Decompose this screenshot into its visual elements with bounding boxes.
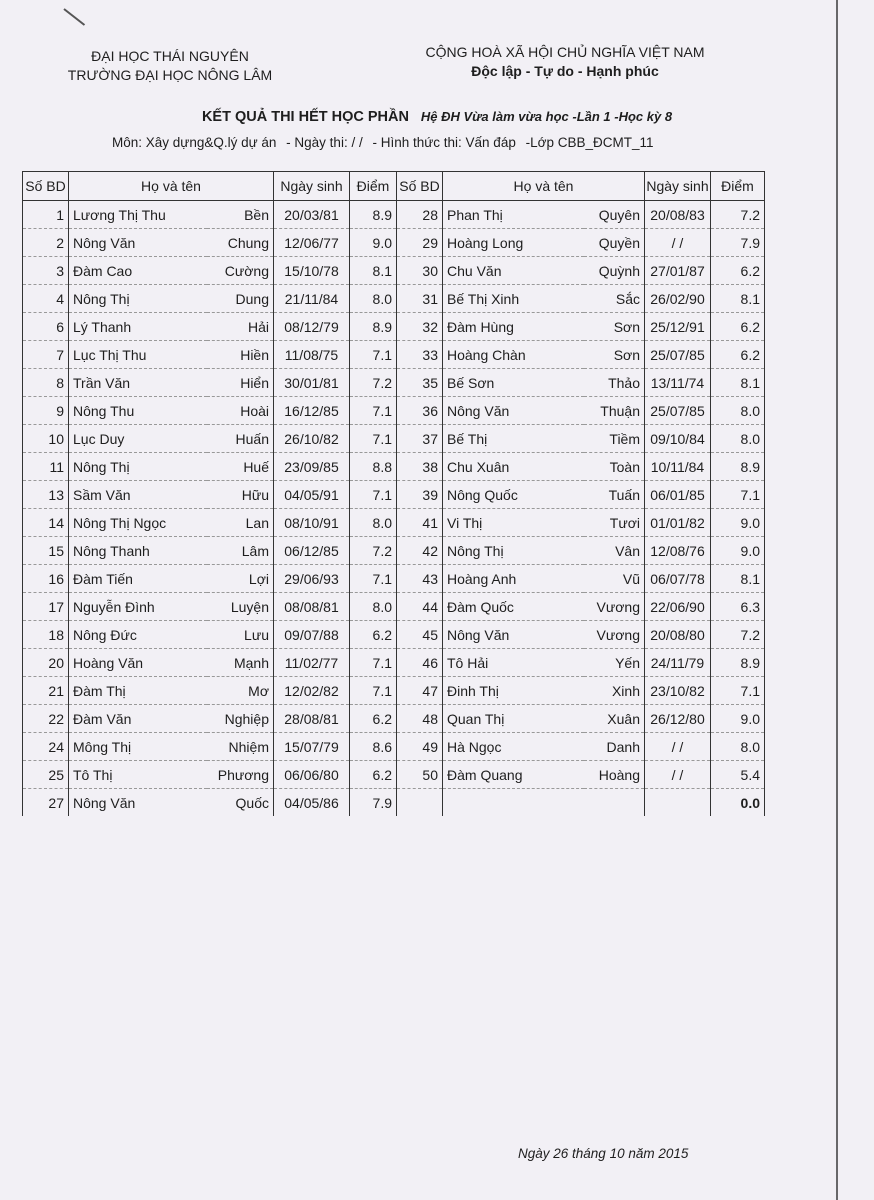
student-score: 8.1 [711, 285, 765, 313]
student-surname: Đàm Thị [69, 677, 207, 705]
student-number: 16 [23, 565, 69, 593]
student-surname: Nông Văn [443, 397, 584, 425]
table-row [23, 565, 765, 593]
student-given-name: Dung [207, 285, 274, 313]
header-right [400, 43, 730, 81]
student-score: 9.0 [711, 537, 765, 565]
student-surname: Tô Hải [443, 649, 584, 677]
student-surname: Hoàng Văn [69, 649, 207, 677]
student-dob: 25/07/85 [645, 341, 711, 369]
table-row [23, 341, 765, 369]
document-title [0, 108, 874, 125]
student-number: 15 [23, 537, 69, 565]
student-given-name: Nhiệm [207, 733, 274, 761]
student-given-name: Vân [584, 537, 645, 565]
table-row [23, 789, 765, 817]
student-dob: 06/01/85 [645, 481, 711, 509]
header-so-bd: Số BD [23, 172, 69, 201]
table-row [23, 425, 765, 453]
header-ngay-sinh: Ngày sinh [274, 172, 350, 201]
student-surname: Trần Văn [69, 369, 207, 397]
student-given-name: Sắc [584, 285, 645, 313]
student-surname: Nông Đức [69, 621, 207, 649]
student-surname [443, 789, 584, 817]
student-dob: 23/09/85 [274, 453, 350, 481]
student-number: 42 [397, 537, 443, 565]
student-score: 8.0 [350, 509, 397, 537]
student-score: 8.0 [711, 425, 765, 453]
student-dob: 09/10/84 [645, 425, 711, 453]
student-given-name: Mạnh [207, 649, 274, 677]
student-score: 6.3 [711, 593, 765, 621]
student-given-name [584, 789, 645, 817]
student-dob: 15/10/78 [274, 257, 350, 285]
student-given-name: Luyện [207, 593, 274, 621]
student-given-name: Hiển [207, 369, 274, 397]
student-surname: Phan Thị [443, 201, 584, 229]
student-number: 35 [397, 369, 443, 397]
student-score: 8.0 [711, 733, 765, 761]
student-score: 0.0 [711, 789, 765, 817]
student-dob: 12/06/77 [274, 229, 350, 257]
student-number: 33 [397, 341, 443, 369]
student-surname: Bế Thị Xinh [443, 285, 584, 313]
student-dob: 13/11/74 [645, 369, 711, 397]
student-surname: Chu Xuân [443, 453, 584, 481]
student-score: 7.1 [350, 397, 397, 425]
motto: Độc lập - Tự do - Hạnh phúc [471, 63, 659, 79]
student-score: 7.9 [711, 229, 765, 257]
student-given-name: Toàn [584, 453, 645, 481]
student-given-name: Thuận [584, 397, 645, 425]
student-score: 7.2 [711, 621, 765, 649]
student-score: 9.0 [711, 509, 765, 537]
student-dob: 09/07/88 [274, 621, 350, 649]
student-given-name: Huấn [207, 425, 274, 453]
student-number: 1 [23, 201, 69, 229]
header-ho-ten: Họ và tên [443, 172, 645, 201]
student-score: 8.0 [350, 285, 397, 313]
student-score: 7.1 [350, 341, 397, 369]
title-detail: Hệ ĐH Vừa làm vừa học -Lần 1 -Học kỳ 8 [420, 109, 673, 124]
table-row [23, 453, 765, 481]
student-dob: 22/06/90 [645, 593, 711, 621]
student-dob: 08/08/81 [274, 593, 350, 621]
table-row [23, 705, 765, 733]
student-number: 43 [397, 565, 443, 593]
student-dob: 11/08/75 [274, 341, 350, 369]
student-dob: 06/12/85 [274, 537, 350, 565]
student-score: 8.1 [711, 565, 765, 593]
student-number: 44 [397, 593, 443, 621]
student-number: 4 [23, 285, 69, 313]
table-row [23, 257, 765, 285]
student-given-name: Mơ [207, 677, 274, 705]
student-score: 7.2 [350, 537, 397, 565]
student-number: 39 [397, 481, 443, 509]
student-given-name: Hữu [207, 481, 274, 509]
subject: Môn: Xây dựng&Q.lý dự án [112, 135, 277, 150]
student-number: 24 [23, 733, 69, 761]
student-score: 7.1 [711, 481, 765, 509]
student-dob: 04/05/91 [274, 481, 350, 509]
student-given-name: Lan [207, 509, 274, 537]
student-number: 32 [397, 313, 443, 341]
student-number: 13 [23, 481, 69, 509]
student-surname: Mông Thị [69, 733, 207, 761]
student-score: 8.9 [350, 313, 397, 341]
student-given-name: Sơn [584, 313, 645, 341]
exam-form: - Hình thức thi: Vấn đáp [372, 135, 516, 150]
student-surname: Đàm Quốc [443, 593, 584, 621]
student-number: 31 [397, 285, 443, 313]
student-given-name: Quyên [584, 201, 645, 229]
student-given-name: Cường [207, 257, 274, 285]
student-score: 7.1 [350, 649, 397, 677]
class-name: -Lớp CBB_ĐCMT_11 [525, 135, 654, 150]
student-given-name: Vương [584, 621, 645, 649]
student-number: 27 [23, 789, 69, 817]
student-surname: Hoàng Long [443, 229, 584, 257]
student-number: 50 [397, 761, 443, 789]
country-name: CỘNG HOÀ XÃ HỘI CHỦ NGHĨA VIỆT NAM [425, 44, 705, 60]
student-given-name: Quyền [584, 229, 645, 257]
header-diem: Điểm [711, 172, 765, 201]
student-surname: Nông Văn [69, 229, 207, 257]
student-number: 30 [397, 257, 443, 285]
header-ho-ten: Họ và tên [69, 172, 274, 201]
pencil-mark [63, 8, 85, 26]
student-score: 7.1 [350, 425, 397, 453]
student-number: 20 [23, 649, 69, 677]
signing-date: Ngày 26 tháng 10 năm 2015 [518, 1146, 689, 1161]
student-number [397, 789, 443, 817]
student-score: 6.2 [350, 621, 397, 649]
student-dob: 25/07/85 [645, 397, 711, 425]
student-dob: 26/02/90 [645, 285, 711, 313]
student-given-name: Huế [207, 453, 274, 481]
student-given-name: Hiền [207, 341, 274, 369]
student-given-name: Quốc [207, 789, 274, 817]
student-given-name: Quỳnh [584, 257, 645, 285]
student-dob: 15/07/79 [274, 733, 350, 761]
student-number: 10 [23, 425, 69, 453]
student-score: 8.0 [350, 593, 397, 621]
student-dob: 20/03/81 [274, 201, 350, 229]
student-score: 6.2 [711, 313, 765, 341]
student-surname: Tô Thị [69, 761, 207, 789]
student-score: 7.1 [350, 481, 397, 509]
student-given-name: Vũ [584, 565, 645, 593]
grades-table [22, 171, 765, 816]
student-score: 7.9 [350, 789, 397, 817]
table-row [23, 229, 765, 257]
student-number: 41 [397, 509, 443, 537]
student-dob: 20/08/83 [645, 201, 711, 229]
student-surname: Sầm Văn [69, 481, 207, 509]
student-surname: Đàm Văn [69, 705, 207, 733]
student-surname: Hoàng Chàn [443, 341, 584, 369]
student-given-name: Hoài [207, 397, 274, 425]
student-surname: Đàm Hùng [443, 313, 584, 341]
student-surname: Nông Văn [69, 789, 207, 817]
student-given-name: Lợi [207, 565, 274, 593]
student-number: 25 [23, 761, 69, 789]
student-given-name: Xinh [584, 677, 645, 705]
student-number: 2 [23, 229, 69, 257]
grades-body [23, 201, 765, 817]
student-surname: Quan Thị [443, 705, 584, 733]
student-surname: Vi Thị [443, 509, 584, 537]
student-number: 29 [397, 229, 443, 257]
student-score: 7.2 [711, 201, 765, 229]
student-score: 8.9 [711, 649, 765, 677]
student-dob: / / [645, 229, 711, 257]
student-surname: Nông Thị [69, 285, 207, 313]
student-given-name: Vương [584, 593, 645, 621]
student-number: 48 [397, 705, 443, 733]
subtitle-line [112, 135, 660, 150]
student-score: 7.1 [350, 565, 397, 593]
student-given-name: Danh [584, 733, 645, 761]
student-dob: 12/02/82 [274, 677, 350, 705]
table-row [23, 761, 765, 789]
student-number: 17 [23, 593, 69, 621]
table-row [23, 733, 765, 761]
student-dob: 08/12/79 [274, 313, 350, 341]
school-name: TRƯỜNG ĐẠI HỌC NÔNG LÂM [67, 67, 273, 83]
student-number: 8 [23, 369, 69, 397]
student-dob: 23/10/82 [645, 677, 711, 705]
title-main: KẾT QUẢ THI HẾT HỌC PHẦN [201, 109, 409, 125]
student-dob: 08/10/91 [274, 509, 350, 537]
student-surname: Nông Quốc [443, 481, 584, 509]
student-dob: 20/08/80 [645, 621, 711, 649]
student-score: 8.9 [350, 201, 397, 229]
student-score: 9.0 [350, 229, 397, 257]
student-number: 22 [23, 705, 69, 733]
student-number: 7 [23, 341, 69, 369]
table-row [23, 285, 765, 313]
table-row [23, 201, 765, 229]
student-surname: Đàm Cao [69, 257, 207, 285]
table-header-row [23, 172, 765, 201]
student-given-name: Nghiệp [207, 705, 274, 733]
student-dob: 10/11/84 [645, 453, 711, 481]
student-surname: Đinh Thị [443, 677, 584, 705]
student-number: 38 [397, 453, 443, 481]
student-score: 7.1 [350, 677, 397, 705]
student-dob: / / [645, 733, 711, 761]
student-number: 46 [397, 649, 443, 677]
student-given-name: Tươi [584, 509, 645, 537]
student-given-name: Hoàng [584, 761, 645, 789]
student-dob: 12/08/76 [645, 537, 711, 565]
student-score: 7.1 [711, 677, 765, 705]
student-dob: 04/05/86 [274, 789, 350, 817]
table-row [23, 649, 765, 677]
student-dob: 27/01/87 [645, 257, 711, 285]
student-dob: 30/01/81 [274, 369, 350, 397]
university-name: ĐẠI HỌC THÁI NGUYÊN [91, 48, 249, 64]
student-dob: 11/02/77 [274, 649, 350, 677]
student-surname: Nông Thị [69, 453, 207, 481]
page-edge-line [836, 0, 838, 1200]
student-surname: Nông Thị Ngọc [69, 509, 207, 537]
student-number: 36 [397, 397, 443, 425]
student-surname: Hoàng Anh [443, 565, 584, 593]
student-dob: 01/01/82 [645, 509, 711, 537]
student-dob [645, 789, 711, 817]
student-dob: 06/07/78 [645, 565, 711, 593]
table-row [23, 593, 765, 621]
student-surname: Lục Duy [69, 425, 207, 453]
student-surname: Nông Thị [443, 537, 584, 565]
student-number: 37 [397, 425, 443, 453]
student-given-name: Sơn [584, 341, 645, 369]
student-number: 9 [23, 397, 69, 425]
table-row [23, 677, 765, 705]
student-given-name: Bền [207, 201, 274, 229]
student-score: 6.2 [350, 761, 397, 789]
student-dob: / / [645, 761, 711, 789]
exam-date: - Ngày thi: / / [286, 135, 363, 150]
student-given-name: Hải [207, 313, 274, 341]
student-given-name: Thảo [584, 369, 645, 397]
student-score: 9.0 [711, 705, 765, 733]
student-surname: Nông Thanh [69, 537, 207, 565]
table-row [23, 369, 765, 397]
header-diem: Điểm [350, 172, 397, 201]
student-score: 6.2 [711, 341, 765, 369]
student-number: 47 [397, 677, 443, 705]
student-given-name: Phương [207, 761, 274, 789]
student-given-name: Chung [207, 229, 274, 257]
student-number: 14 [23, 509, 69, 537]
header-so-bd: Số BD [397, 172, 443, 201]
student-given-name: Lưu [207, 621, 274, 649]
student-given-name: Yến [584, 649, 645, 677]
table-row [23, 509, 765, 537]
student-number: 3 [23, 257, 69, 285]
student-surname: Bế Sơn [443, 369, 584, 397]
student-score: 8.9 [711, 453, 765, 481]
student-number: 18 [23, 621, 69, 649]
table-row [23, 621, 765, 649]
student-surname: Lý Thanh [69, 313, 207, 341]
table-row [23, 537, 765, 565]
student-given-name: Tuấn [584, 481, 645, 509]
student-score: 6.2 [711, 257, 765, 285]
student-surname: Đàm Quang [443, 761, 584, 789]
student-given-name: Tiềm [584, 425, 645, 453]
student-number: 49 [397, 733, 443, 761]
student-given-name: Xuân [584, 705, 645, 733]
student-surname: Lục Thị Thu [69, 341, 207, 369]
student-score: 8.1 [711, 369, 765, 397]
student-surname: Nguyễn Đình [69, 593, 207, 621]
student-dob: 21/11/84 [274, 285, 350, 313]
table-row [23, 313, 765, 341]
student-score: 8.8 [350, 453, 397, 481]
student-score: 8.0 [711, 397, 765, 425]
student-dob: 26/10/82 [274, 425, 350, 453]
student-score: 7.2 [350, 369, 397, 397]
student-dob: 24/11/79 [645, 649, 711, 677]
student-score: 8.6 [350, 733, 397, 761]
student-score: 8.1 [350, 257, 397, 285]
student-surname: Bế Thị [443, 425, 584, 453]
student-number: 28 [397, 201, 443, 229]
student-dob: 26/12/80 [645, 705, 711, 733]
student-surname: Lương Thị Thu [69, 201, 207, 229]
student-dob: 25/12/91 [645, 313, 711, 341]
header-left [40, 47, 300, 85]
student-number: 45 [397, 621, 443, 649]
student-surname: Hà Ngọc [443, 733, 584, 761]
header-ngay-sinh: Ngày sinh [645, 172, 711, 201]
table-row [23, 397, 765, 425]
student-dob: 16/12/85 [274, 397, 350, 425]
student-surname: Đàm Tiến [69, 565, 207, 593]
student-dob: 28/08/81 [274, 705, 350, 733]
student-number: 21 [23, 677, 69, 705]
student-surname: Nông Văn [443, 621, 584, 649]
student-surname: Chu Văn [443, 257, 584, 285]
student-dob: 06/06/80 [274, 761, 350, 789]
student-score: 5.4 [711, 761, 765, 789]
student-score: 6.2 [350, 705, 397, 733]
student-number: 11 [23, 453, 69, 481]
student-given-name: Lâm [207, 537, 274, 565]
student-dob: 29/06/93 [274, 565, 350, 593]
student-number: 6 [23, 313, 69, 341]
student-surname: Nông Thu [69, 397, 207, 425]
table-row [23, 481, 765, 509]
